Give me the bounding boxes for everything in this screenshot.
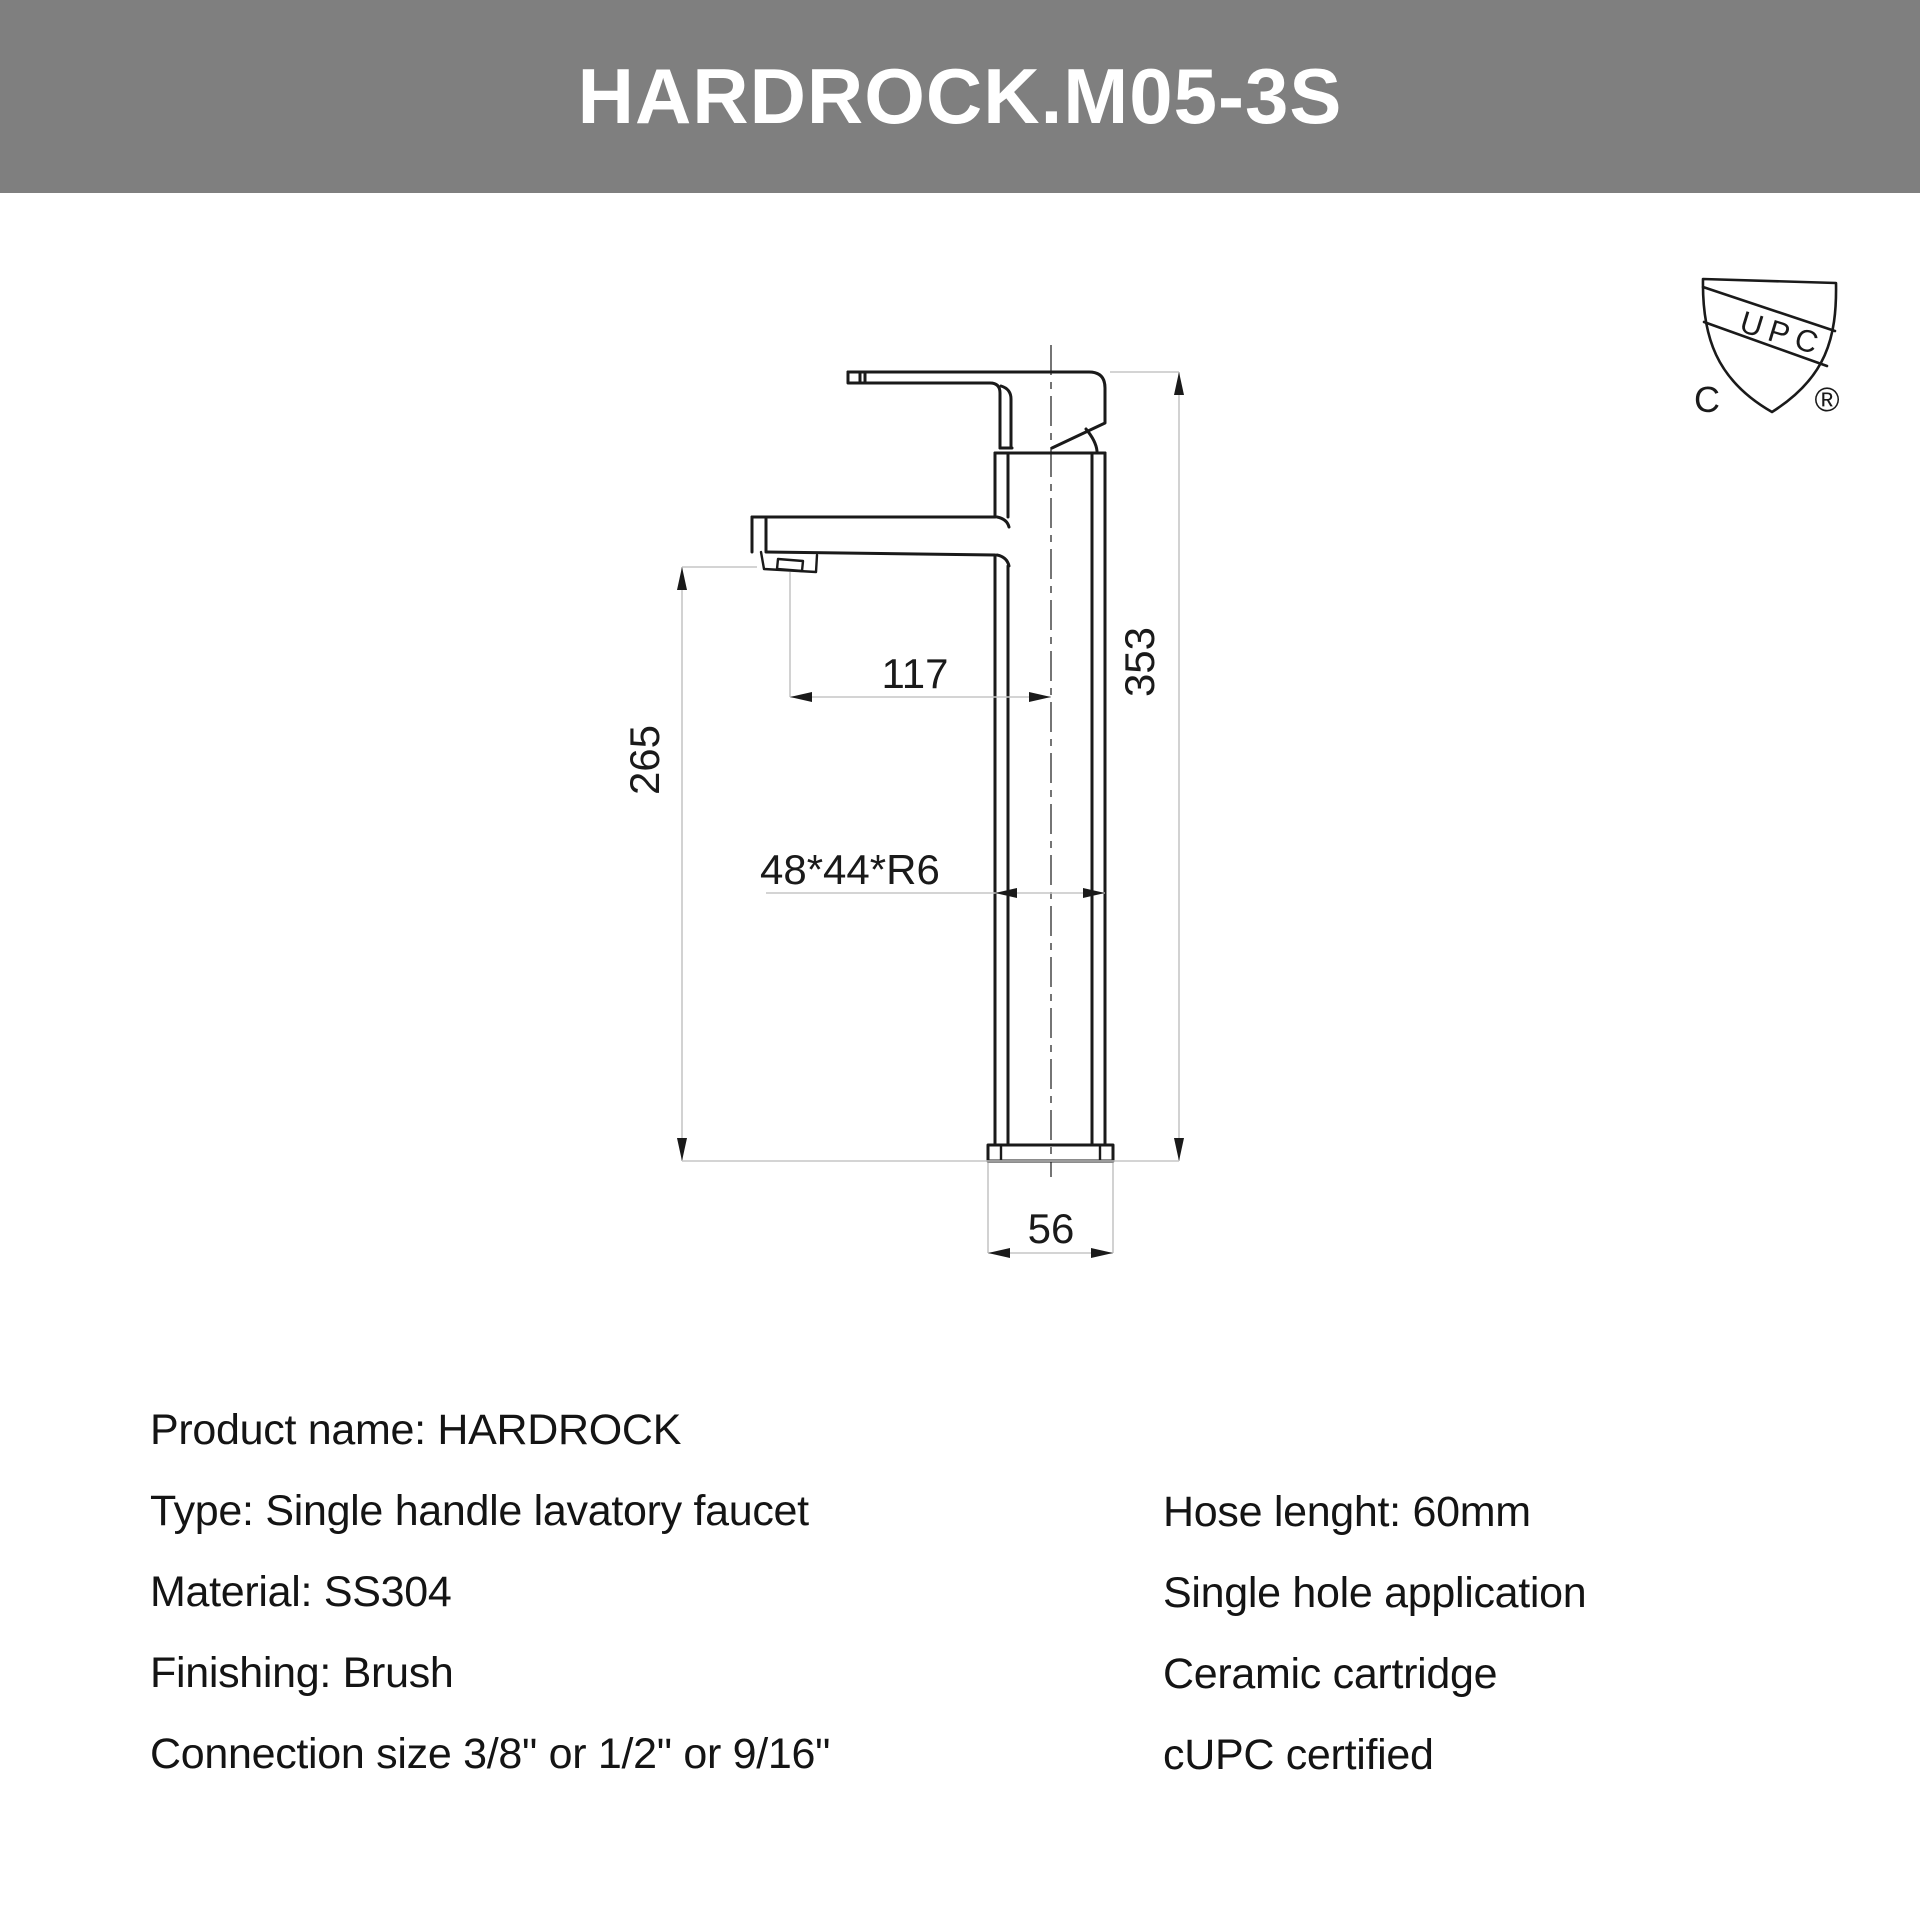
dimension-total-height <box>1110 372 1184 1161</box>
spec-cartridge: Ceramic cartridge <box>1163 1650 1498 1698</box>
registered-trademark-symbol: ® <box>1814 381 1840 419</box>
dimension-spout-reach <box>790 572 1051 702</box>
faucet-outline <box>752 372 1113 1161</box>
dim-label-265: 265 <box>621 724 668 796</box>
dimension-spout-height <box>621 567 757 1161</box>
spec-finishing: Finishing: Brush <box>150 1649 454 1697</box>
upc-band-letters: UPC <box>1735 304 1829 363</box>
spec-connection-size: Connection size 3/8" or 1/2" or 9/16" <box>150 1730 831 1778</box>
dimension-body-section <box>760 846 1105 898</box>
dim-label-353: 353 <box>1116 626 1163 698</box>
spec-list-right <box>1163 1472 1586 1796</box>
dim-label-56: 56 <box>1027 1205 1075 1252</box>
c-prefix-letter: C <box>1694 379 1720 420</box>
dimension-base-width <box>988 1163 1113 1258</box>
dim-label-117: 117 <box>881 650 949 697</box>
spec-hole-application: Single hole application <box>1163 1569 1587 1617</box>
spec-type: Type: Single handle lavatory faucet <box>150 1487 809 1535</box>
cupc-shield-icon <box>1694 279 1840 420</box>
spec-material: Material: SS304 <box>150 1568 452 1616</box>
spec-certification: cUPC certified <box>1163 1731 1434 1779</box>
spec-product-name: Product name: HARDROCK <box>150 1406 682 1454</box>
product-model-title: HARDROCK.M05-3S <box>577 52 1343 140</box>
spec-hose-length: Hose lenght: 60mm <box>1163 1488 1531 1536</box>
spec-list-left <box>150 1390 830 1795</box>
dim-label-48-44-r6: 48*44*R6 <box>760 846 940 893</box>
